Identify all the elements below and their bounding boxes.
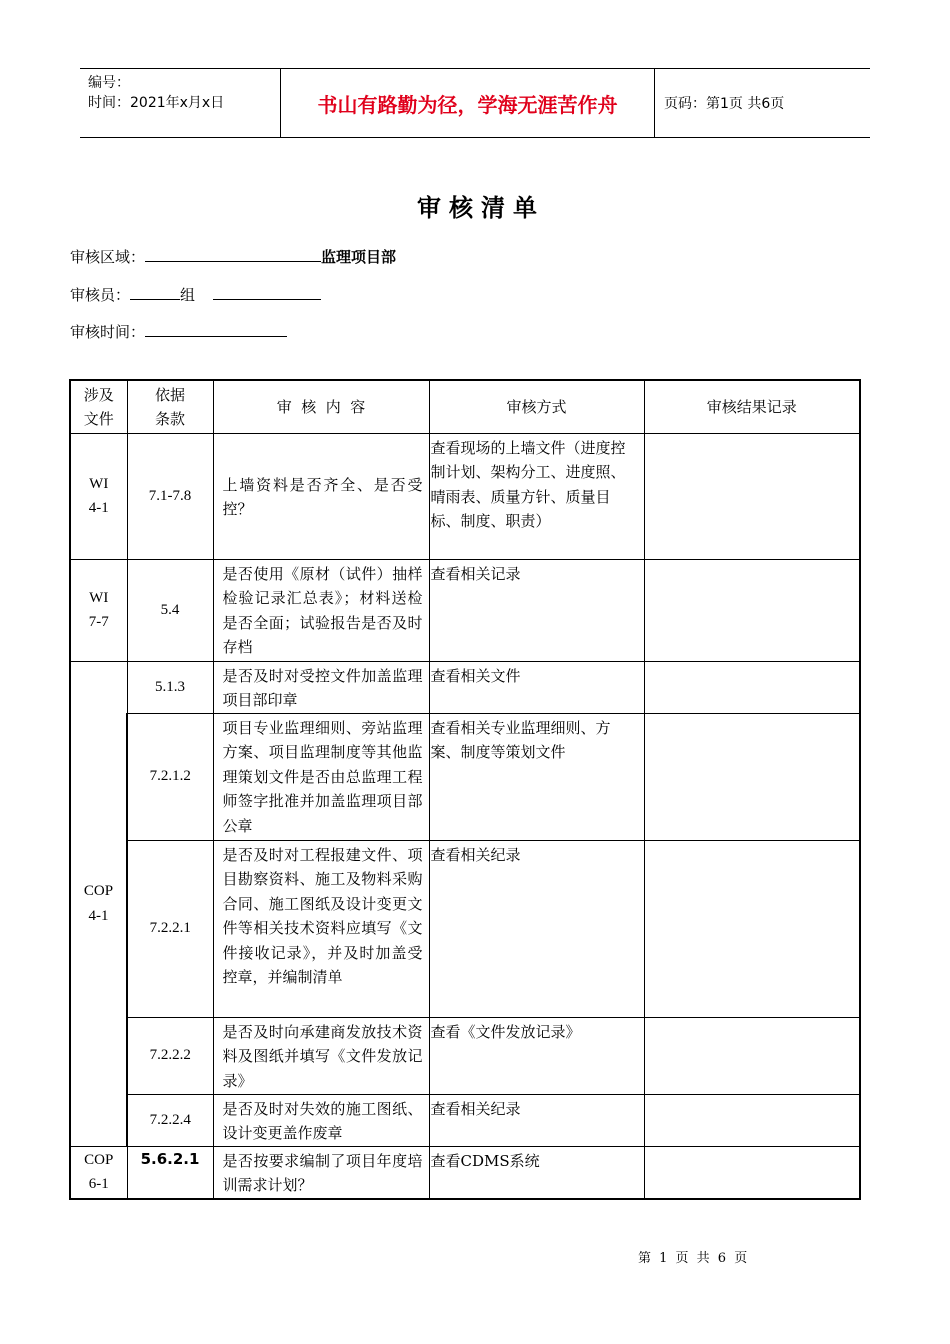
header-motto: 书山有路勤为径，学海无涯苦作舟 xyxy=(317,92,618,117)
cell-content: 是否使用《原材（试件）抽样检验记录汇总表》；材料送检是否全面；试验报告是否及时存档 xyxy=(213,559,429,661)
auditor-group-label: 组 xyxy=(180,286,196,304)
table-header-row xyxy=(70,380,860,433)
cell-result xyxy=(644,433,860,559)
cell-content: 项目专业监理细则、旁站监理方案、项目监理制度等其他监理策划文件是否由总监理工程师签字批准并加盖监理项目部公章 xyxy=(213,713,429,840)
cell-method: 查看相关专业监理细则、方案、制度等策划文件 xyxy=(429,713,644,840)
cell-content: 是否及时对失效的施工图纸、设计变更盖作废章 xyxy=(213,1094,429,1146)
table-row xyxy=(70,559,860,661)
cell-file: COP 4-1 xyxy=(70,661,127,1146)
header-divider xyxy=(654,69,655,137)
cell-clause: 7.2.2.4 xyxy=(127,1094,213,1146)
page-footer: 第 1 页 共 6 页 xyxy=(638,1251,750,1266)
cell-content: 是否及时向承建商发放技术资料及图纸并填写《文件发放记录》 xyxy=(213,1017,429,1094)
cell-result xyxy=(644,713,860,840)
cell-method: 查看CDMS系统 xyxy=(429,1146,644,1199)
auditor-field xyxy=(70,284,321,305)
table-row xyxy=(70,840,860,1017)
table-row xyxy=(70,433,860,559)
cell-result xyxy=(644,1146,860,1199)
cell-file: WI 4-1 xyxy=(70,433,127,559)
auditor-name-blank xyxy=(213,285,321,300)
cell-clause: 7.2.2.1 xyxy=(127,840,213,1017)
audit-time-label: 审核时间： xyxy=(70,323,146,341)
header-number-label: 编号： xyxy=(88,75,130,91)
page-title: 审核清单 xyxy=(417,194,545,222)
auditor-label: 审核员： xyxy=(70,286,131,304)
cell-clause: 7.2.1.2 xyxy=(127,713,213,840)
cell-result xyxy=(644,559,860,661)
audit-area-value: 监理项目部 xyxy=(321,248,397,266)
audit-area-label: 审核区域： xyxy=(70,248,146,266)
cell-content: 上墙资料是否齐全、是否受控？ xyxy=(213,433,429,559)
cell-result xyxy=(644,1017,860,1094)
table-row xyxy=(70,1017,860,1094)
cell-method: 查看相关记录 xyxy=(429,559,644,661)
cell-method: 查看相关纪录 xyxy=(429,840,644,1017)
auditor-blank xyxy=(130,285,180,300)
audit-time-blank xyxy=(145,322,287,337)
document-header xyxy=(80,68,870,138)
cell-result xyxy=(644,661,860,713)
table-row xyxy=(70,713,860,840)
header-method: 审核方式 xyxy=(429,380,644,433)
cell-result xyxy=(644,840,860,1017)
header-page-info: 页码：第1页 共6页 xyxy=(664,96,785,112)
header-time-label: 时间：2021年x月x日 xyxy=(88,95,225,111)
cell-content: 是否及时对受控文件加盖监理项目部印章 xyxy=(213,661,429,713)
header-clause: 依据条款 xyxy=(127,380,213,433)
audit-checklist-table xyxy=(69,379,861,1200)
cell-method: 查看相关文件 xyxy=(429,661,644,713)
table-row xyxy=(70,661,860,713)
header-result: 审核结果记录 xyxy=(644,380,860,433)
cell-clause: 7.1-7.8 xyxy=(127,433,213,559)
cell-file: WI 7-7 xyxy=(70,559,127,661)
header-meta xyxy=(88,73,278,113)
cell-clause: 5.1.3 xyxy=(127,661,213,713)
cell-method: 查看相关纪录 xyxy=(429,1094,644,1146)
header-file: 涉及文件 xyxy=(70,380,127,433)
table-row xyxy=(70,1146,860,1199)
cell-file: COP 6-1 xyxy=(70,1146,127,1199)
cell-content: 是否按要求编制了项目年度培训需求计划？ xyxy=(213,1146,429,1199)
cell-result xyxy=(644,1094,860,1146)
cell-method: 查看《文件发放记录》 xyxy=(429,1017,644,1094)
audit-area-field xyxy=(70,246,396,267)
cell-content: 是否及时对工程报建文件、项目勘察资料、施工及物料采购合同、施工图纸及设计变更文件等相关技术资料应填写《文件接收记录》，并及时加盖受控章，并编制清单 xyxy=(213,840,429,1017)
header-content: 审 核 内 容 xyxy=(213,380,429,433)
cell-clause: 5.6.2.1 xyxy=(127,1146,213,1199)
audit-area-blank xyxy=(145,247,321,262)
table-row xyxy=(70,1094,860,1146)
cell-method: 查看现场的上墙文件（进度控制计划、架构分工、进度照、晴雨表、质量方针、质量目标、制度、职责） xyxy=(429,433,644,559)
audit-time-field xyxy=(70,321,287,342)
cell-clause: 7.2.2.2 xyxy=(127,1017,213,1094)
cell-clause: 5.4 xyxy=(127,559,213,661)
